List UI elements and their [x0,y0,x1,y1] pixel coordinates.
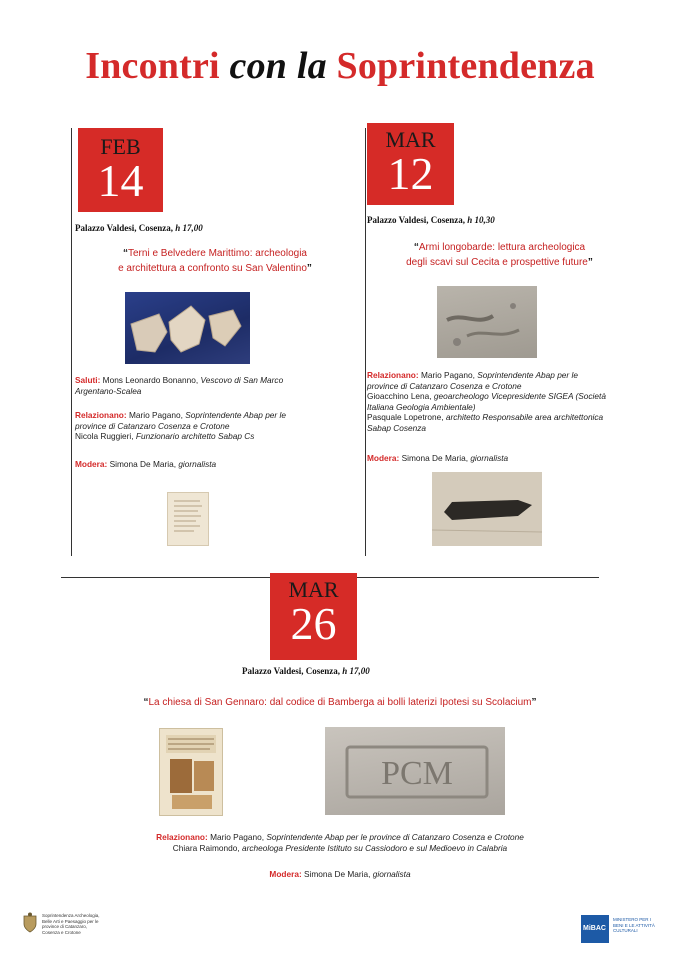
sword-image [432,472,542,546]
divider-horizontal-right [356,577,599,578]
event-venue: Palazzo Valdesi, Cosenza, h 10,30 [367,215,495,225]
stone-fragments-image [125,292,250,364]
date-month: MAR [288,577,339,602]
photo-codex [159,728,223,816]
date-badge-feb-14 [78,128,163,212]
divider-center [365,128,366,556]
moderator-block: Modera: Simona De Maria, giornalista [75,459,217,469]
date-day: 12 [387,148,434,199]
date-month: FEB [100,134,141,159]
date-day: 14 [97,155,144,206]
footer-left-text: Soprintendenza Archeologia, Belle Arti e Paesaggio per le province di Catanzaro, Cosenza e Crotone [42,913,100,935]
talk-title: “La chiesa di San Gennaro: dal codice di Bamberga ai bolli laterizi Ipotesi su Scolacium” [143,697,537,708]
saluti-block: Saluti: Mons Leonardo Bonanno, Vescovo di San Marco Argentano-Scalea [75,375,284,396]
moderator-block: Modera: Simona De Maria, giornalista [367,453,509,463]
date-day: 26 [290,598,337,649]
event-venue: Palazzo Valdesi, Cosenza, h 17,00 [242,666,370,676]
codex-image [160,729,222,815]
photo-excavation [437,286,537,358]
mibac-logo-icon: MiBAC [581,915,609,943]
photo-fragments [125,292,250,364]
excavation-image [437,286,537,358]
relatori-block: Relazionano: Mario Pagano, Soprintendente Abap per le province di Catanzaro Cosenza e Crotone Chiara Raimondo, archeologa Presidente Istituto su Cassiodoro e sul Medioevo in Calabria [156,832,524,853]
photo-brick-stamp [325,727,505,815]
svg-text:PCM: PCM [381,755,453,792]
date-badge-mar-26 [270,573,357,660]
date-badge-mar-12 [367,123,454,205]
talk-title: “Terni e Belvedere Marittimo: archeologia e architettura a confronto su San Valentino” [118,248,312,274]
photo-sword [432,472,542,546]
moderator-block: Modera: Simona De Maria, giornalista [269,869,411,879]
coat-of-arms-icon [22,912,38,934]
relatori-block: Relazionano: Mario Pagano, Soprintendente Abap per le province di Catanzaro Cosenza e Crotone Gioacchino Lena, geoarcheologo Vicepresidente SIGEA (Società Italiana Geologia Ambientale) Pasquale Lopetrone, architetto Responsabile area architettonica Sabap Cosenza [367,370,606,433]
divider-horizontal-left [61,577,271,578]
brick-stamp-image [325,727,505,815]
manuscript-image [168,493,208,545]
event-venue: Palazzo Valdesi, Cosenza, h 17,00 [75,223,203,233]
page-title: Incontri con la Soprintendenza [85,45,595,87]
footer-right-text: MINISTERO PER I BENI E LE ATTIVITÀ CULTURALI [613,917,655,933]
date-month: MAR [385,127,436,152]
relatori-block: Relazionano: Mario Pagano, Soprintendente Abap per le province di Catanzaro Cosenza e Crotone Nicola Ruggieri, Funzionario architetto Sabap Cs [75,410,286,441]
divider-left [71,128,72,556]
talk-title: “Armi longobarde: lettura archeologica degli scavi sul Cecita e prospettive future” [406,242,593,268]
photo-manuscript-small [167,492,209,546]
